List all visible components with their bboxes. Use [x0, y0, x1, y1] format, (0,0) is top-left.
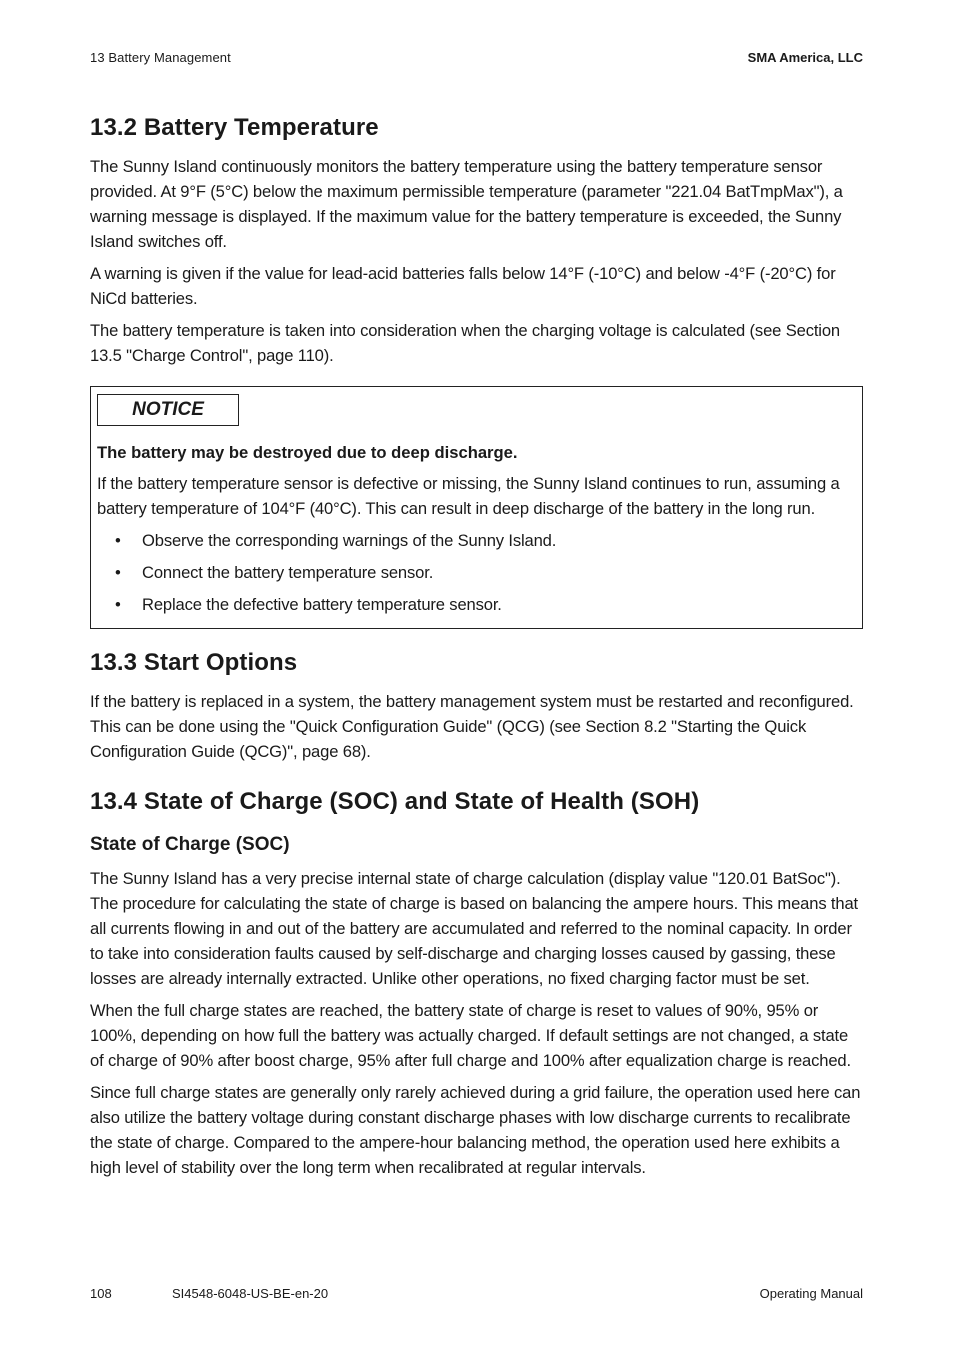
- footer-page-number: 108: [90, 1286, 112, 1301]
- notice-bullet-text: Observe the corresponding warnings of the Sunny Island.: [142, 531, 557, 550]
- footer-document-type: Operating Manual: [759, 1286, 863, 1301]
- header-chapter: 13 Battery Management: [90, 50, 231, 65]
- section-13-2-paragraph-1: The Sunny Island continuously monitors the battery temperature using the battery temperature sensor provided. At 9°F (5°C) below the maximum permissible temperature (parameter "221.04 BatTmpMax"), a warning message is displayed. If the maximum value for the battery temperature is exceeded, the Sunny Island switches off.: [90, 157, 843, 251]
- notice-box: [90, 386, 863, 629]
- notice-bullet-text: Connect the battery temperature sensor.: [142, 563, 434, 582]
- section-13-2-paragraph-2: A warning is given if the value for lead-acid batteries falls below 14°F (-10°C) and below -4°F (-20°C) for NiCd batteries.: [90, 264, 836, 308]
- notice-bullet-item: [97, 592, 856, 617]
- section-13-4-paragraph-1: The Sunny Island has a very precise internal state of charge calculation (display value "120.01 BatSoc"). The procedure for calculating the state of charge is based on balancing the ampere hours. This means that all currents flowing in and out of the battery are accumulated and referred to the nominal capacity. In order to take into consideration faults caused by self-discharge and charging losses caused by gassing, these losses are already internally extracted. Unlike other operations, no fixed charging factor must be set.: [90, 869, 859, 988]
- bullet-icon: •: [115, 563, 121, 582]
- notice-bullet-text: Replace the defective battery temperature sensor.: [142, 595, 502, 614]
- footer-document-id: SI4548-6048-US-BE-en-20: [172, 1286, 329, 1301]
- page-content: [90, 112, 863, 1187]
- section-13-4-title: 13.4 State of Charge (SOC) and State of Health (SOH): [90, 788, 700, 815]
- notice-label: NOTICE: [97, 394, 239, 426]
- section-13-4-paragraph-3: Since full charge states are generally only rarely achieved during a grid failure, the operation used here can also utilize the battery voltage during constant discharge phases with low discharge currents to recalibrate the state of charge. Compared to the ampere-hour balancing method, the operation used here exhibits a high level of stability over the long term when recalibrated at regular intervals.: [90, 1083, 861, 1177]
- bullet-icon: •: [115, 595, 121, 614]
- bullet-icon: •: [115, 531, 121, 550]
- notice-body: If the battery temperature sensor is defective or missing, the Sunny Island continues to run, assuming a battery temperature of 104°F (40°C). This can result in deep discharge of the battery in the long run.: [97, 474, 840, 518]
- section-13-3-paragraph-1: If the battery is replaced in a system, the battery management system must be restarted and reconfigured. This can be done using the "Quick Configuration Guide" (QCG) (see Section 8.2 "Starting the Quick Configuration Guide (QCG)", page 68).: [90, 692, 854, 761]
- section-13-2-paragraph-3: The battery temperature is taken into consideration when the charging voltage is calculated (see Section 13.5 "Charge Control", page 110).: [90, 321, 840, 365]
- section-13-4-paragraph-2: When the full charge states are reached, the battery state of charge is reset to values of 90%, 95% or 100%, depending on how full the battery was actually charged. If default settings are not changed, a state of charge of 90% after boost charge, 95% after full charge and 100% after equalization charge is reached.: [90, 1001, 851, 1070]
- section-13-2-title: 13.2 Battery Temperature: [90, 114, 379, 141]
- notice-bullet-list: [97, 528, 856, 617]
- notice-bullet-item: [97, 560, 856, 585]
- section-13-4-subtitle: State of Charge (SOC): [90, 834, 290, 855]
- section-13-3-title: 13.3 Start Options: [90, 649, 298, 676]
- notice-bullet-item: [97, 528, 856, 553]
- notice-title: The battery may be destroyed due to deep discharge.: [97, 443, 518, 462]
- header-company: SMA America, LLC: [747, 50, 863, 65]
